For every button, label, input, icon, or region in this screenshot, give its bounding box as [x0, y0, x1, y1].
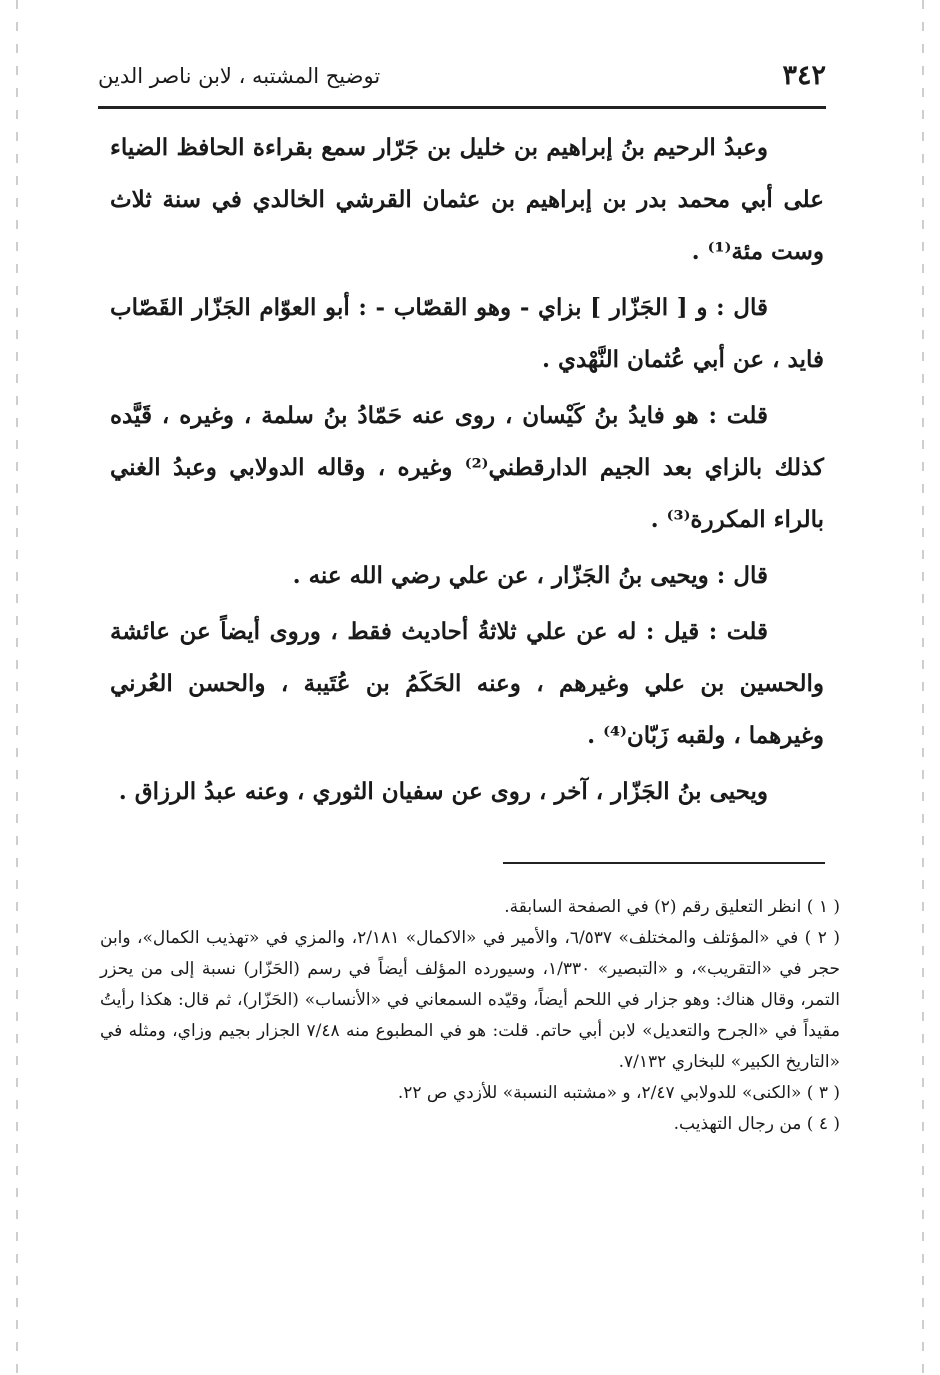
- paragraph: ويحيى بنُ الجَزّار ، آخر ، روى عن سفيان الثوري ، وعنه عبدُ الرزاق .: [118, 778, 768, 805]
- page-number: ٣٤٢: [782, 60, 826, 91]
- page-header: [98, 58, 826, 104]
- scan-edge-right: [922, 0, 924, 1375]
- paragraph: قلت : هو فايدُ بنُ كَيْسان ، روى عنه حَمّادُ بنُ سلمة ، وغيره ، قَيَّده كذلك بالزاي بعد الجيم الدارقطني⁽²⁾ وغيره ، وقاله الدولابي وعبدُ الغني بالراء المكررة⁽³⁾ .: [110, 402, 824, 533]
- footnote-separator: [503, 862, 825, 864]
- footnote: ( ٤ ) من رجال التهذيب.: [673, 1114, 840, 1134]
- footnote: ( ١ ) انظر التعليق رقم (٢) في الصفحة السابقة.: [504, 897, 840, 917]
- paragraph: قال : ويحيى بنُ الجَزّار ، عن علي رضي الله عنه .: [292, 562, 768, 589]
- paragraph: وعبدُ الرحيم بنُ إبراهيم بن خليل بن جَرّار سمع بقراءة الحافظ الضياء على أبي محمد بدر بن إبراهيم بن عثمان القرشي الخالدي في سنة ثلاث وست مئة⁽¹⁾ .: [110, 134, 824, 265]
- footnote: ( ٣ ) «الكنى» للدولابي ٢/٤٧، و «مشتبه النسبة» للأزدي ص ٢٢.: [397, 1083, 840, 1103]
- footnote: ( ٢ ) في «المؤتلف والمختلف» ٦/٥٣٧، والأمير في «الاكمال» ٢/١٨١، والمزي في «تهذيب الكمال»، وابن حجر في «التقريب»، و «التبصير» ١/٣٣٠، وسيورده المؤلف أيضاً في رسم (الحَزّار) نسبة إلى من يحزر التمر، وقال هناك: وهو جزار في اللحم أيضاً، وقيّده السمعاني في «الأنساب» (الحَزّار)، ثم قال: هكذا رأيتُ مقيداً في «الجرح والتعديل» لابن أبي حاتم. قلت: هو في المطبوع منه ٧/٤٨ الجزار بجيم وزاي، ومثله في «التاريخ الكبير» للبخاري ٧/١٣٢.: [100, 928, 840, 1072]
- running-title: توضيح المشتبه ، لابن ناصر الدين: [98, 64, 381, 88]
- paragraph: قال : و [ الجَزّار ] بزاي - وهو القصّاب - : أبو العوّام الجَزّار القَصّاب فايد ، عن أبي عُثمان النَّهْدي .: [110, 294, 824, 373]
- footnotes: [100, 892, 840, 1140]
- header-rule: [98, 106, 826, 109]
- main-text: [110, 122, 824, 822]
- scan-edge-left: [16, 0, 18, 1375]
- paragraph: قلت : قيل : له عن علي ثلاثةُ أحاديث فقط ، وروى أيضاً عن عائشة والحسين بن علي وغيرهم ، وعنه الحَكَمُ بن عُتَيبة ، والحسن العُرني وغيرهما ، ولقبه زَبّان⁽⁴⁾ .: [110, 618, 824, 749]
